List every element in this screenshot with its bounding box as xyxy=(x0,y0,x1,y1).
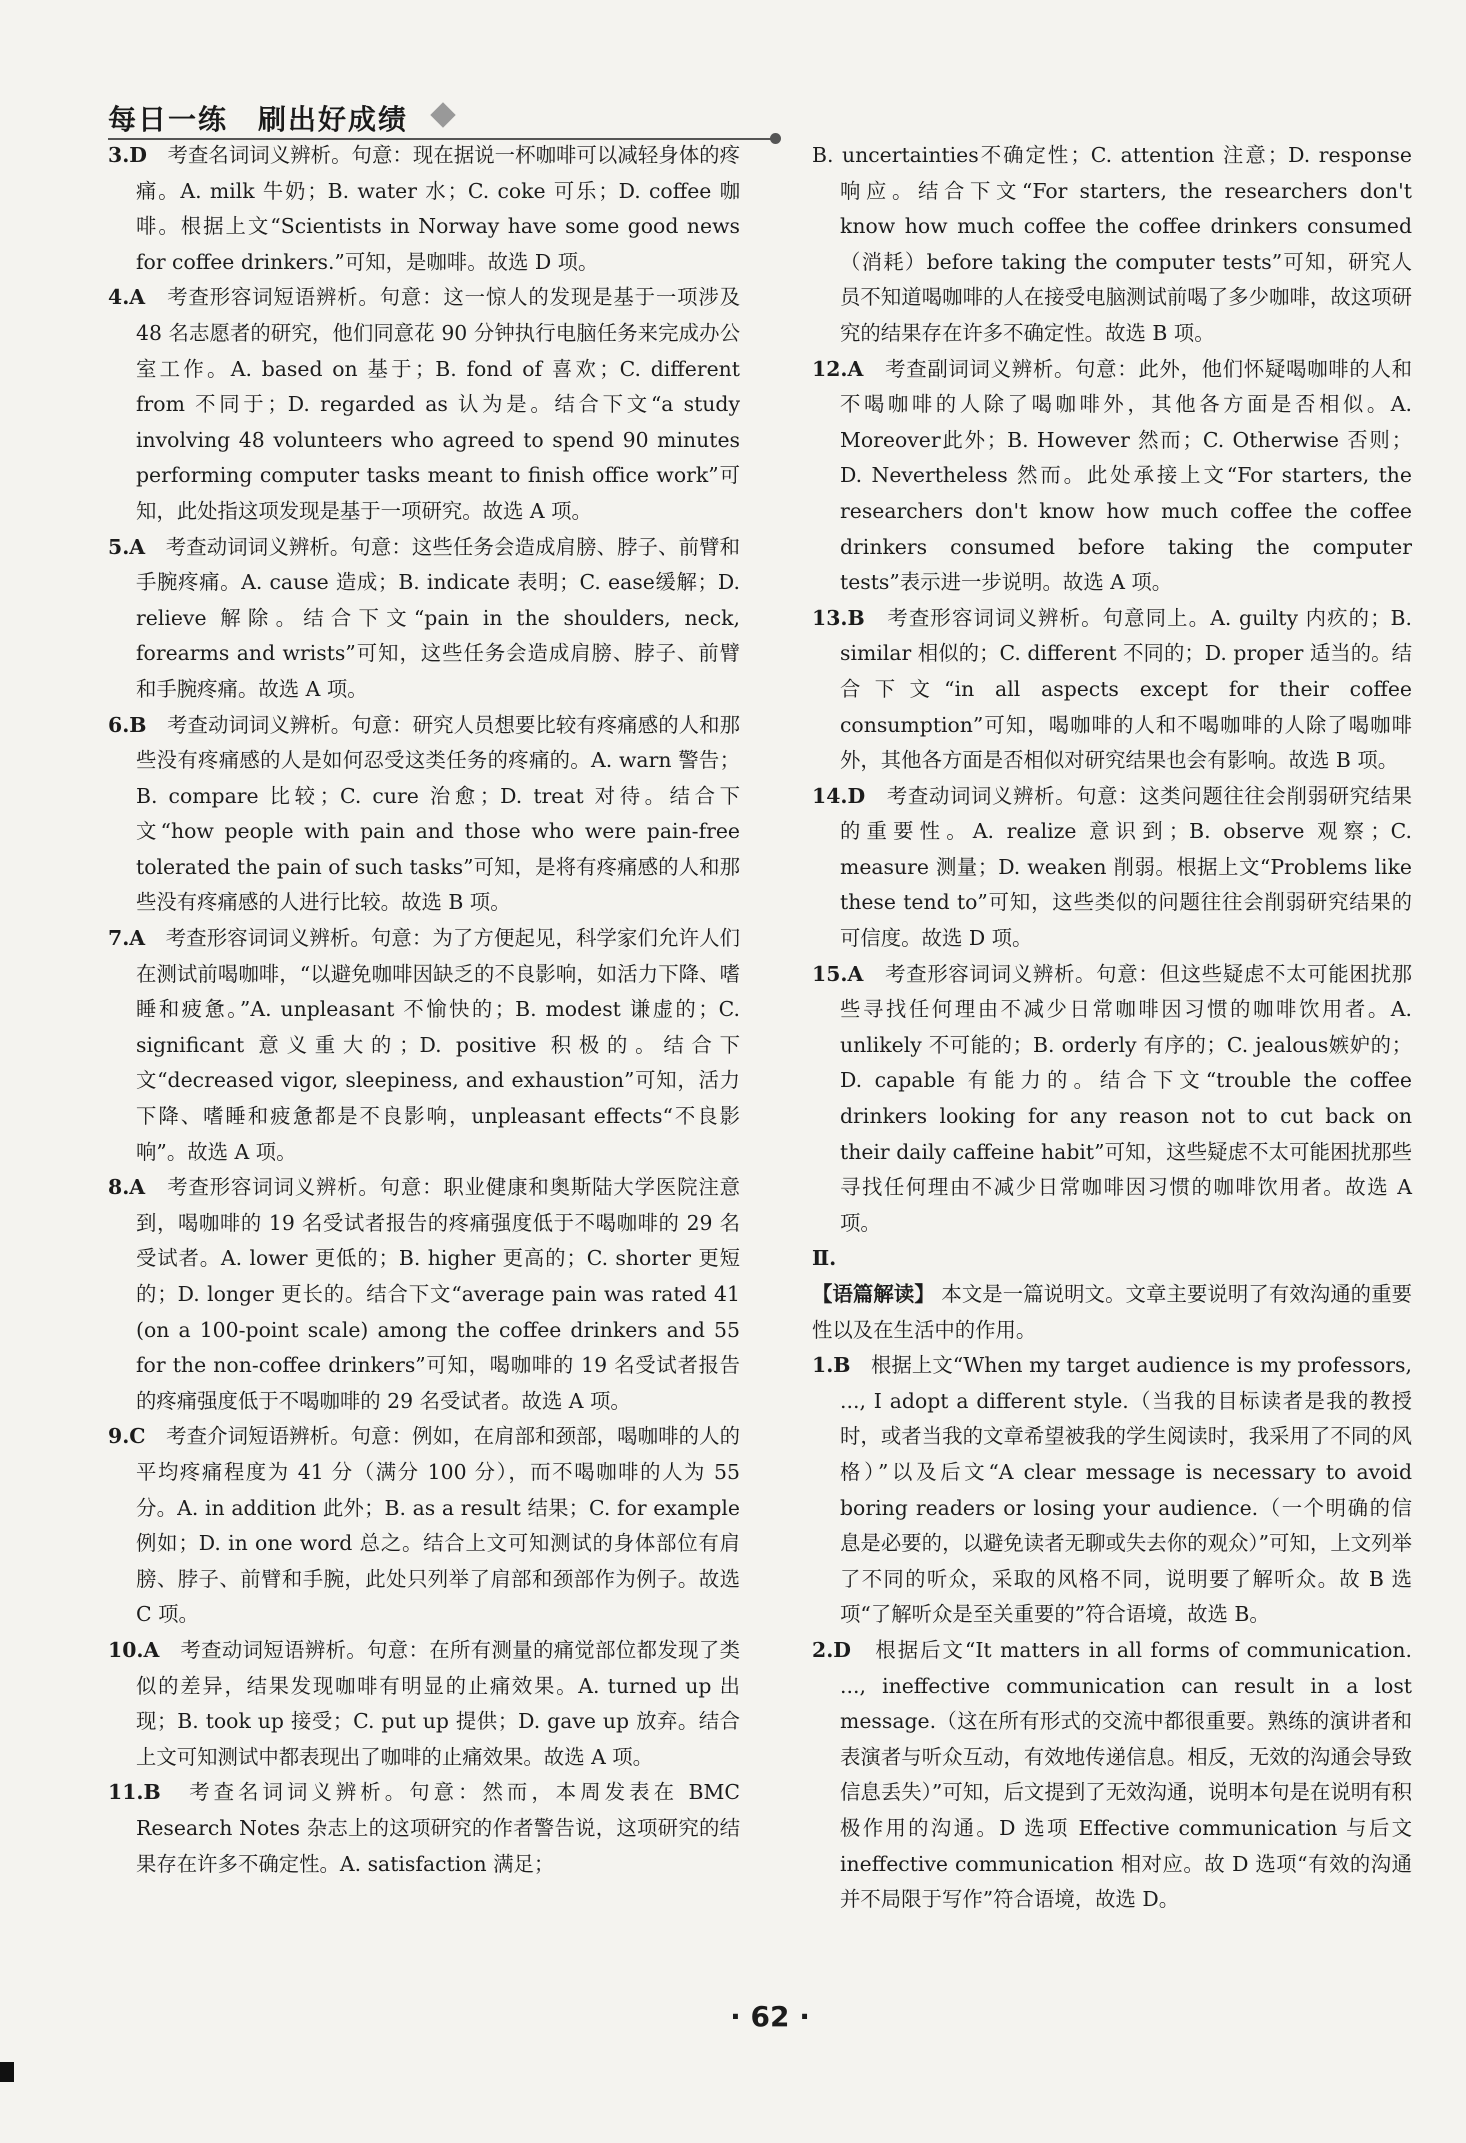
answer-text: 根据上文“When my target audience is my professors, ..., I adopt a different style.（当我的目标读者是我的教授时，或者当我的文章希望被我的学生阅读时，我采用了不同的风格）”以及后文“A clear message is necessary to avoid boring readers or losing your audience.（一个明确的信息是必要的，以避免读者无聊或失去你的观众）”可知，上文列举了不同的听众，采取的风格不同，说明要了解听众。故 B 选项“了解听众是至关重要的”符合语境，故选 B。 xyxy=(840,1353,1412,1627)
answer-number: 15.A xyxy=(812,961,864,986)
answer-item xyxy=(812,601,1412,779)
answer-number: 6.B xyxy=(108,712,147,737)
continuation-text: B. uncertainties不确定性；C. attention 注意；D. response 响应。结合下文“For starters, the researchers don't know how much coffee the coffee drinkers consumed（消耗）before taking the computer tests”可知，研究人员不知道喝咖啡的人在接受电脑测试前喝了多少咖啡，故这项研究的结果存在许多不确定性。故选 B 项。 xyxy=(812,143,1412,345)
answer-item xyxy=(812,779,1412,957)
answer-item xyxy=(108,138,740,280)
summary-text: 本文是一篇说明文。文章主要说明了有效沟通的重要性以及在生活中的作用。 xyxy=(812,1282,1413,1342)
answer-text: 考查形容词短语辨析。句意：这一惊人的发现是基于一项涉及 48 名志愿者的研究，他们同意花 90 分钟执行电脑任务来完成办公室工作。A. based on 基于；B. fond of 喜欢；C. different from 不同于；D. regarded as 认为是。结合下文“a study involving 48 volunteers who agreed to spend 90 minutes performing computer tasks meant to finish office work”可知，此处指这项发现是基于一项研究。故选 A 项。 xyxy=(136,285,741,523)
passage-summary xyxy=(812,1277,1412,1348)
answer-number: 2.D xyxy=(812,1637,851,1662)
answer-number: 11.B xyxy=(108,1780,161,1805)
answer-text: 根据后文“It matters in all forms of communication. ..., ineffective communication can result in a lost message.（这在所有形式的交流中都很重要。熟练的演讲者和表演者与听众互动，有效地传递信息。相反，无效的沟通会导致信息丢失）”可知，后文提到了无效沟通，说明本句是在说明有积极作用的沟通。D 选项 Effective communication 与后文 ineffective communication 相对应。故 D 选项“有效的沟通并不局限于写作”符合语境，故选 D。 xyxy=(840,1637,1413,1912)
answer-item xyxy=(108,530,740,708)
answer-text: 考查副词词义辨析。句意：此外，他们怀疑喝咖啡的人和不喝咖啡的人除了喝咖啡外，其他各方面是否相似。A. Moreover此外；B. However 然而；C. Otherwise 否则；D. Nevertheless 然而。此处承接上文“For starters, the researchers don't know how much coffee the coffee drinkers consumed before taking the computer tests”表示进一步说明。故选 A 项。 xyxy=(840,356,1413,595)
dot-icon xyxy=(770,133,781,144)
answer-item xyxy=(108,708,740,922)
answer-number: 1.B xyxy=(812,1353,851,1378)
answer-text: 考查形容词词义辨析。句意：但这些疑虑不太可能困扰那些寻找任何理由不减少日常咖啡因习惯的咖啡饮用者。A. unlikely 不可能的；B. orderly 有序的；C. jealous嫉妒的；D. capable 有能力的。结合下文“trouble the coffee drinkers looking for any reason not to cut back on their daily caffeine habit”可知，这些疑虑不太可能困扰那些寻找任何理由不减少日常咖啡因习惯的咖啡饮用者。故选 A 项。 xyxy=(840,961,1413,1235)
answer-number: 4.A xyxy=(108,285,146,310)
answer-text: 考查动词词义辨析。句意：研究人员想要比较有疼痛感的人和那些没有疼痛感的人是如何忍受这类任务的疼痛的。A. warn 警告；B. compare 比较；C. cure 治愈；D. treat 对待。结合下文“how people with pain and those who were pain-free tolerated the pain of such tasks”可知，是将有疼痛感的人和那些没有疼痛感的人进行比较。故选 B 项。 xyxy=(136,712,741,915)
page-header xyxy=(108,98,776,138)
answer-number: 5.A xyxy=(108,534,146,559)
summary-label: 【语篇解读】 xyxy=(812,1282,935,1306)
answer-text: 考查动词词义辨析。句意：这类问题往往会削弱研究结果的重要性。A. realize 意识到；B. observe 观察；C. measure 测量；D. weaken 削弱。根据上文“Problems like these tend to”可知，这些类似的问题往往会削弱研究结果的可信度。故选 D 项。 xyxy=(840,783,1413,951)
answer-number: 10.A xyxy=(108,1637,160,1662)
answer-number: 12.A xyxy=(812,356,864,381)
answer-number: 9.C xyxy=(108,1424,146,1449)
answer-number: 7.A xyxy=(108,926,146,951)
answer-item xyxy=(108,1419,740,1633)
answer-text: 考查名词词义辨析。句意：现在据说一杯咖啡可以减轻身体的疼痛。A. milk 牛奶；B. water 水；C. coke 可乐；D. coffee 咖啡。根据上文“Scientists in Norway have some good news for coffee drinkers.”可知，是咖啡。故选 D 项。 xyxy=(136,143,741,274)
answer-item xyxy=(812,957,1412,1242)
section-roman: Ⅱ. xyxy=(812,1246,837,1271)
page-number: · 62 · xyxy=(730,2000,810,2033)
header-title: 每日一练 刷出好成绩 xyxy=(108,103,409,136)
answer-text: 考查动词短语辨析。句意：在所有测量的痛觉部位都发现了类似的差异，结果发现咖啡有明显的止痛效果。A. turned up 出现；B. took up 接受；C. put up 提供；D. gave up 放弃。结合上文可知测试中都表现出了咖啡的止痛效果。故选 A 项。 xyxy=(136,1637,741,1769)
left-column xyxy=(108,138,740,1882)
answer-item xyxy=(108,1775,740,1882)
answer-text: 考查动词词义辨析。句意：这些任务会造成肩膀、脖子、前臂和手腕疼痛。A. cause 造成；B. indicate 表明；C. ease缓解；D. relieve 解除。结合下文“pain in the shoulders, neck, forearms and wrists”可知，这些任务会造成肩膀、脖子、前臂和手腕疼痛。故选 A 项。 xyxy=(136,534,741,701)
answer-text: 考查形容词词义辨析。句意：职业健康和奥斯陆大学医院注意到，喝咖啡的 19 名受试者报告的疼痛强度低于不喝咖啡的 29 名受试者。A. lower 更低的；B. higher 更高的；C. shorter 更短的；D. longer 更长的。结合下文“average pain was rated 41 (on a 100-point scale) among the coffee drinkers and 55 for the non-coffee drinkers”可知，喝咖啡的 19 名受试者报告的疼痛强度低于不喝咖啡的 29 名受试者。故选 A 项。 xyxy=(136,1175,741,1413)
answer-number: 3.D xyxy=(108,143,147,167)
answer-text: 考查名词词义辨析。句意：然而，本周发表在 BMC Research Notes 杂志上的这项研究的作者警告说，这项研究的结果存在许多不确定性。A. satisfaction 满足； xyxy=(136,1780,741,1876)
answer-item xyxy=(108,1170,740,1419)
answer-text: 考查形容词词义辨析。句意：为了方便起见，科学家们允许人们在测试前喝咖啡，“以避免咖啡因缺乏的不良影响，如活力下降、嗜睡和疲惫。”A. unpleasant 不愉快的；B. modest 谦虚的；C. significant 意义重大的；D. positive 积极的。结合下文“decreased vigor, sleepiness, and exhaustion”可知，活力下降、嗜睡和疲惫都是不良影响，unpleasant effects“不良影响”。故选 A 项。 xyxy=(136,926,741,1164)
answer-item xyxy=(812,1633,1412,1918)
answer-number: 14.D xyxy=(812,783,866,808)
answer-item xyxy=(812,352,1412,601)
answer-item xyxy=(812,1348,1412,1633)
answer-number: 8.A xyxy=(108,1175,146,1200)
answer-text: 考查形容词词义辨析。句意同上。A. guilty 内疚的；B. similar 相似的；C. different 不同的；D. proper 适当的。结合下文“in all aspects except for their coffee consumption”可知，喝咖啡的人和不喝咖啡的人除了喝咖啡外，其他各方面是否相似对研究结果也会有影响。故选 B 项。 xyxy=(840,605,1413,773)
answer-item xyxy=(108,280,740,529)
answer-item xyxy=(108,921,740,1170)
answer-continuation xyxy=(812,138,1412,352)
right-column xyxy=(812,138,1412,1918)
answer-number: 13.B xyxy=(812,605,865,630)
diamond-icon xyxy=(430,102,455,127)
answer-item xyxy=(108,1633,740,1775)
answer-text: 考查介词短语辨析。句意：例如，在肩部和颈部，喝咖啡的人的平均疼痛程度为 41 分（满分 100 分），而不喝咖啡的人为 55 分。A. in addition 此外；B. as a result 结果；C. for example 例如；D. in one word 总之。结合上文可知测试的身体部位有肩膀、脖子、前臂和手腕，此处只列举了肩部和颈部作为例子。故选 C 项。 xyxy=(136,1424,740,1627)
corner-mark xyxy=(0,2062,14,2082)
